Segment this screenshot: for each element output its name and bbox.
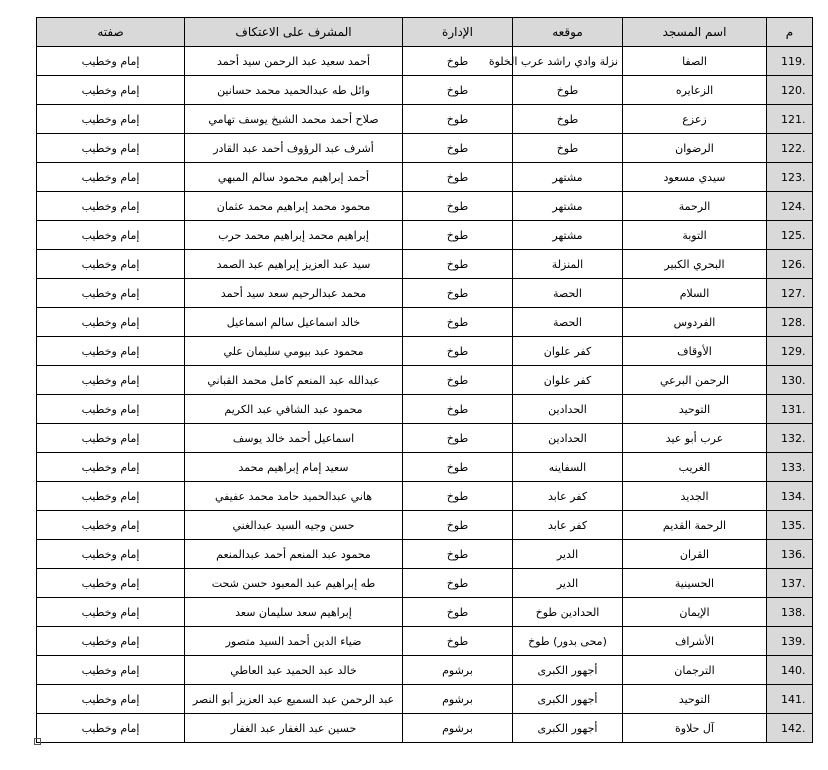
cell-location: المنزلة <box>513 250 623 279</box>
cell-location: مشتهر <box>513 192 623 221</box>
cell-role: إمام وخطيب <box>37 453 185 482</box>
table-body <box>37 47 813 743</box>
cell-administration: طوخ <box>403 105 513 134</box>
cell-location: الحصة <box>513 279 623 308</box>
cell-location: أجهور الكبرى <box>513 656 623 685</box>
cell-supervisor: صلاح أحمد محمد الشيخ يوسف تهامي <box>185 105 403 134</box>
cell-role: إمام وخطيب <box>37 511 185 540</box>
cell-administration: طوخ <box>403 47 513 76</box>
cell-role: إمام وخطيب <box>37 250 185 279</box>
cell-num: 137. <box>767 569 813 598</box>
cell-mosque-name: الفردوس <box>623 308 767 337</box>
cell-administration: طوخ <box>403 337 513 366</box>
cell-supervisor: اسماعيل أحمد خالد يوسف <box>185 424 403 453</box>
cell-num: 132. <box>767 424 813 453</box>
table-row <box>37 163 813 192</box>
cell-administration: طوخ <box>403 279 513 308</box>
cell-supervisor: محمود محمد إبراهيم محمد عثمان <box>185 192 403 221</box>
cell-num: 128. <box>767 308 813 337</box>
cell-location: أجهور الكبرى <box>513 685 623 714</box>
cell-administration: طوخ <box>403 395 513 424</box>
table-row <box>37 395 813 424</box>
cell-mosque-name: آل حلاوة <box>623 714 767 743</box>
cell-location: نزلة وادي راشد عرب الخلوة <box>513 47 623 76</box>
cell-location: كفر علوان <box>513 337 623 366</box>
header-num: م <box>767 18 813 47</box>
table-row <box>37 308 813 337</box>
cell-num: 131. <box>767 395 813 424</box>
cell-mosque-name: القران <box>623 540 767 569</box>
cell-role: إمام وخطيب <box>37 395 185 424</box>
cell-location: الحدادين <box>513 424 623 453</box>
cell-num: 142. <box>767 714 813 743</box>
cell-mosque-name: الزعايره <box>623 76 767 105</box>
table-row <box>37 279 813 308</box>
cell-supervisor: خالد عبد الحميد عبد العاطي <box>185 656 403 685</box>
cell-location: مشتهر <box>513 163 623 192</box>
cell-administration: طوخ <box>403 221 513 250</box>
cell-supervisor: إبراهيم سعد سليمان سعد <box>185 598 403 627</box>
cell-mosque-name: الرحمة القديم <box>623 511 767 540</box>
cell-location: طوخ <box>513 105 623 134</box>
cell-location: (محى بدور) طوخ <box>513 627 623 656</box>
cell-location: طوخ <box>513 76 623 105</box>
cell-mosque-name: الجديد <box>623 482 767 511</box>
cell-num: 133. <box>767 453 813 482</box>
table-row <box>37 540 813 569</box>
cell-supervisor: خالد اسماعيل سالم اسماعيل <box>185 308 403 337</box>
cell-num: 127. <box>767 279 813 308</box>
cell-administration: طوخ <box>403 598 513 627</box>
cell-mosque-name: الصفا <box>623 47 767 76</box>
cell-num: 130. <box>767 366 813 395</box>
cell-role: إمام وخطيب <box>37 482 185 511</box>
cell-num: 125. <box>767 221 813 250</box>
cell-location: الدير <box>513 540 623 569</box>
cell-administration: طوخ <box>403 482 513 511</box>
table-row <box>37 569 813 598</box>
cell-supervisor: سعيد إمام إبراهيم محمد <box>185 453 403 482</box>
table-row <box>37 482 813 511</box>
cell-administration: طوخ <box>403 134 513 163</box>
cell-administration: طوخ <box>403 366 513 395</box>
cell-num: 135. <box>767 511 813 540</box>
cell-mosque-name: الرحمة <box>623 192 767 221</box>
cell-supervisor: طه إبراهيم عبد المعبود حسن شحت <box>185 569 403 598</box>
cell-role: إمام وخطيب <box>37 656 185 685</box>
cell-mosque-name: الأشراف <box>623 627 767 656</box>
table-row <box>37 714 813 743</box>
cell-role: إمام وخطيب <box>37 134 185 163</box>
cell-mosque-name: سيدي مسعود <box>623 163 767 192</box>
header-supervisor: المشرف على الاعتكاف <box>185 18 403 47</box>
cell-num: 123. <box>767 163 813 192</box>
cell-num: 140. <box>767 656 813 685</box>
cell-num: 136. <box>767 540 813 569</box>
cell-num: 120. <box>767 76 813 105</box>
cell-administration: برشوم <box>403 714 513 743</box>
table-row <box>37 366 813 395</box>
table-row <box>37 47 813 76</box>
cell-administration: طوخ <box>403 511 513 540</box>
cell-supervisor: إبراهيم محمد إبراهيم محمد حرب <box>185 221 403 250</box>
table-row <box>37 453 813 482</box>
cell-role: إمام وخطيب <box>37 163 185 192</box>
table-row <box>37 105 813 134</box>
cell-num: 129. <box>767 337 813 366</box>
cell-location: الدير <box>513 569 623 598</box>
cell-mosque-name: التوحيد <box>623 395 767 424</box>
cell-role: إمام وخطيب <box>37 598 185 627</box>
table-row <box>37 424 813 453</box>
header-mosque: اسم المسجد <box>623 18 767 47</box>
cell-supervisor: أحمد إبراهيم محمود سالم المبهي <box>185 163 403 192</box>
table-row <box>37 656 813 685</box>
cell-administration: طوخ <box>403 250 513 279</box>
cell-administration: طوخ <box>403 569 513 598</box>
cell-role: إمام وخطيب <box>37 308 185 337</box>
cell-role: إمام وخطيب <box>37 47 185 76</box>
cell-supervisor: أشرف عبد الرؤوف أحمد عبد القادر <box>185 134 403 163</box>
cell-num: 139. <box>767 627 813 656</box>
table-row <box>37 685 813 714</box>
header-location: موقعه <box>513 18 623 47</box>
cell-mosque-name: البحري الكبير <box>623 250 767 279</box>
cell-administration: برشوم <box>403 685 513 714</box>
cell-administration: طوخ <box>403 424 513 453</box>
cell-mosque-name: الأوقاف <box>623 337 767 366</box>
cell-role: إمام وخطيب <box>37 279 185 308</box>
cell-administration: طوخ <box>403 627 513 656</box>
cell-supervisor: ضياء الدين أحمد السيد متصور <box>185 627 403 656</box>
cell-location: كفر علوان <box>513 366 623 395</box>
cell-mosque-name: التوحيد <box>623 685 767 714</box>
table-row <box>37 598 813 627</box>
cell-mosque-name: السلام <box>623 279 767 308</box>
table-row <box>37 221 813 250</box>
cell-supervisor: عبدالله عبد المنعم كامل محمد القباني <box>185 366 403 395</box>
table-row <box>37 134 813 163</box>
cell-role: إمام وخطيب <box>37 569 185 598</box>
cell-role: إمام وخطيب <box>37 366 185 395</box>
cell-role: إمام وخطيب <box>37 685 185 714</box>
cell-location: الحصة <box>513 308 623 337</box>
cell-supervisor: محمود عبد الشافي عبد الكريم <box>185 395 403 424</box>
cell-num: 138. <box>767 598 813 627</box>
cell-role: إمام وخطيب <box>37 221 185 250</box>
cell-administration: طوخ <box>403 192 513 221</box>
cell-location: كفر عابد <box>513 511 623 540</box>
table-header-row <box>37 18 813 47</box>
cell-role: إمام وخطيب <box>37 337 185 366</box>
cell-supervisor: سيد عبد العزيز إبراهيم عبد الصمد <box>185 250 403 279</box>
paragraph-end-mark <box>34 738 41 745</box>
cell-administration: برشوم <box>403 656 513 685</box>
cell-mosque-name: زعزع <box>623 105 767 134</box>
cell-location: الحدادين طوخ <box>513 598 623 627</box>
cell-mosque-name: التوبة <box>623 221 767 250</box>
mosques-table <box>36 17 813 743</box>
cell-mosque-name: عرب أبو عيد <box>623 424 767 453</box>
cell-location: طوخ <box>513 134 623 163</box>
cell-num: 124. <box>767 192 813 221</box>
cell-role: إمام وخطيب <box>37 105 185 134</box>
cell-role: إمام وخطيب <box>37 424 185 453</box>
cell-role: إمام وخطيب <box>37 714 185 743</box>
cell-mosque-name: الرحمن البرعي <box>623 366 767 395</box>
cell-supervisor: محمود عبد بيومي سليمان علي <box>185 337 403 366</box>
cell-location: أجهور الكبرى <box>513 714 623 743</box>
table-row <box>37 337 813 366</box>
header-role: صفته <box>37 18 185 47</box>
cell-role: إمام وخطيب <box>37 627 185 656</box>
header-admin: الإدارة <box>403 18 513 47</box>
cell-supervisor: أحمد سعيد عبد الرحمن سيد أحمد <box>185 47 403 76</box>
table-row <box>37 250 813 279</box>
cell-num: 119. <box>767 47 813 76</box>
cell-num: 121. <box>767 105 813 134</box>
cell-mosque-name: الغريب <box>623 453 767 482</box>
cell-mosque-name: الإيمان <box>623 598 767 627</box>
cell-supervisor: وائل طه عبدالحميد محمد حسانين <box>185 76 403 105</box>
cell-num: 126. <box>767 250 813 279</box>
cell-mosque-name: الحسينية <box>623 569 767 598</box>
cell-role: إمام وخطيب <box>37 76 185 105</box>
table-row <box>37 192 813 221</box>
cell-location: السفاينه <box>513 453 623 482</box>
cell-administration: طوخ <box>403 453 513 482</box>
cell-administration: طوخ <box>403 76 513 105</box>
cell-location: الحدادين <box>513 395 623 424</box>
cell-mosque-name: الترجمان <box>623 656 767 685</box>
cell-role: إمام وخطيب <box>37 192 185 221</box>
cell-administration: طوخ <box>403 540 513 569</box>
cell-supervisor: حسين عبد الغفار عبد الغفار <box>185 714 403 743</box>
cell-num: 134. <box>767 482 813 511</box>
cell-num: 141. <box>767 685 813 714</box>
table-row <box>37 627 813 656</box>
cell-supervisor: حسن وجيه السيد عبدالغني <box>185 511 403 540</box>
cell-supervisor: محمود عبد المنعم أحمد عبدالمنعم <box>185 540 403 569</box>
table-row <box>37 76 813 105</box>
cell-supervisor: عبد الرحمن عبد السميع عبد العزيز أبو النصر <box>185 685 403 714</box>
cell-role: إمام وخطيب <box>37 540 185 569</box>
cell-administration: طوخ <box>403 163 513 192</box>
table-row <box>37 511 813 540</box>
cell-num: 122. <box>767 134 813 163</box>
cell-mosque-name: الرضوان <box>623 134 767 163</box>
cell-supervisor: هاني عبدالحميد حامد محمد عفيفي <box>185 482 403 511</box>
cell-location: كفر عابد <box>513 482 623 511</box>
cell-location: مشتهر <box>513 221 623 250</box>
cell-administration: طوخ <box>403 308 513 337</box>
cell-supervisor: محمد عبدالرحيم سعد سيد أحمد <box>185 279 403 308</box>
